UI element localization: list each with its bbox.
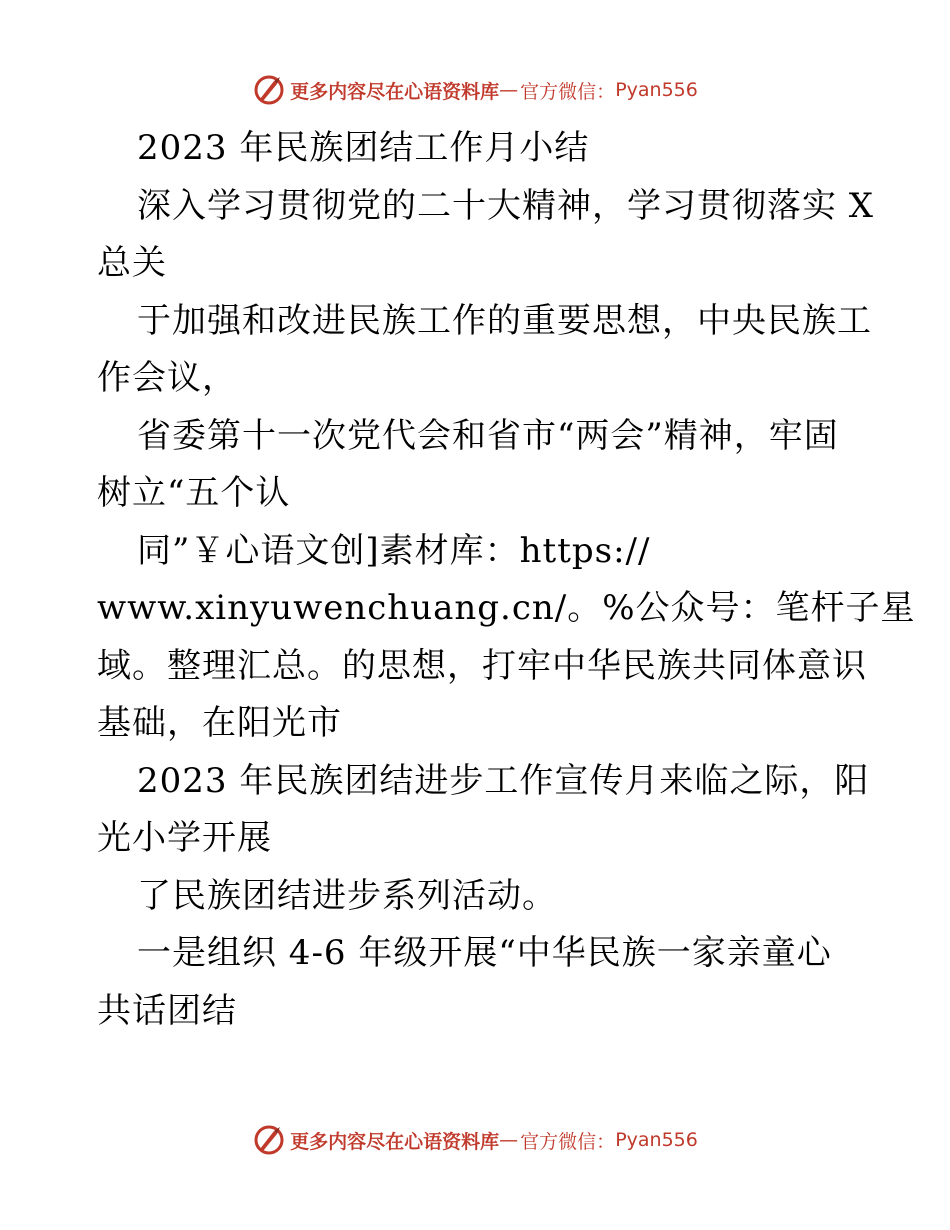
document-body xyxy=(97,120,916,1040)
banner-wechat-label: 官方微信： xyxy=(520,1130,616,1153)
feather-pen-icon xyxy=(252,1123,286,1157)
banner-wechat-id: Pyan556 xyxy=(615,1129,698,1151)
text-line: 了民族团结进步系列活动。 xyxy=(137,875,557,916)
banner-main-text: 更多内容尽在心语资料库 xyxy=(290,80,500,103)
text-line: 深入学习贯彻党的二十大精神，学习贯彻落实 X xyxy=(137,185,875,226)
text-line: 基础，在阳光市 xyxy=(97,703,342,743)
text-line: 于加强和改进民族工作的重要思想，中央民族工 xyxy=(137,300,872,341)
text-line: 光小学开展 xyxy=(97,818,272,858)
text-line: 2023 年民族团结工作月小结 xyxy=(137,128,590,168)
banner-separator: — xyxy=(499,79,519,101)
text-line: 2023 年民族团结进步工作宣传月来临之际，阳 xyxy=(137,760,870,801)
banner-wechat-label: 官方微信： xyxy=(520,80,616,103)
text-line: 省委第十一次党代会和省市“两会”精神，牢固 xyxy=(137,415,839,456)
text-line: 共话团结 xyxy=(97,990,237,1031)
text-line: 树立“五个认 xyxy=(97,473,291,513)
banner-main-text: 更多内容尽在心语资料库 xyxy=(290,1130,500,1153)
header-watermark-banner xyxy=(0,70,950,110)
text-line: 域。整理汇总。的思想，打牢中华民族共同体意识 xyxy=(97,645,867,686)
text-line: 作会议， xyxy=(97,358,237,398)
banner-wechat-id: Pyan556 xyxy=(615,79,698,101)
footer-watermark-banner xyxy=(0,1120,950,1160)
text-line: 一是组织 4-6 年级开展“中华民族一家亲童心 xyxy=(137,933,832,973)
text-line: 同”￥心语文创]素材库：https:// xyxy=(137,530,651,571)
banner-separator: — xyxy=(499,1129,519,1151)
text-line: www.xinyuwenchuang.cn/。%公众号：笔杆子星 xyxy=(97,588,916,628)
feather-pen-icon xyxy=(252,73,286,107)
text-line: 总关 xyxy=(97,243,167,283)
